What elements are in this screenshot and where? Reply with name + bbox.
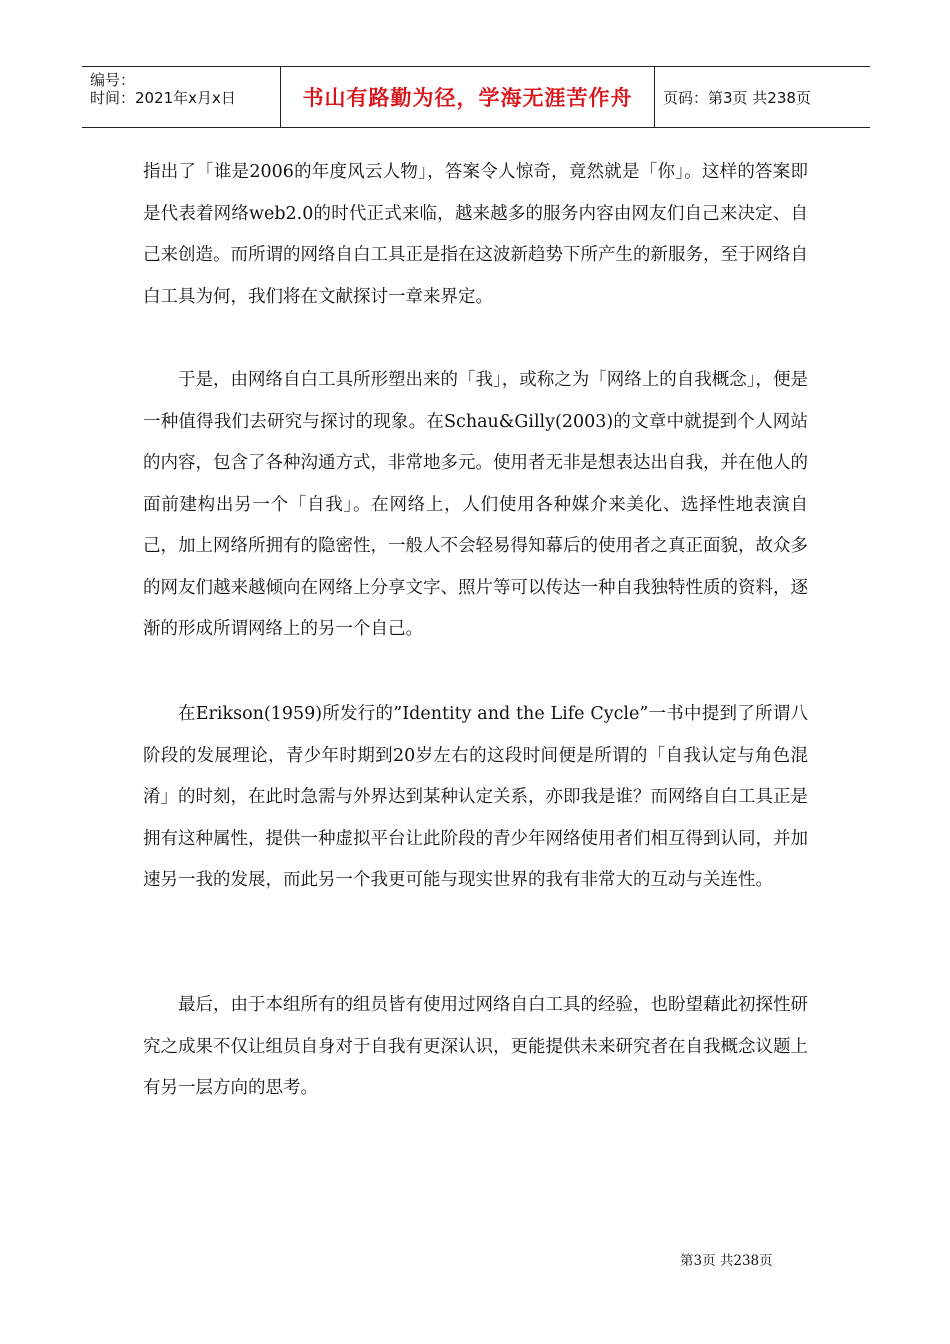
paragraph-text: 于是，由网络自白工具所形塑出来的「我」，或称之为「网络上的自我概念」，便是一种值得我们去研究与探讨的现象。在Schau&Gilly(2003)的文章中就提到个人网站的内容，包含了各种沟通方式，非常地多元。使用者无非是想表达出自我，并在他人的面前建构出另一个「自我」。在网络上，人们使用各种媒介来美化、选择性地表演自己，加上网络所拥有的隐密性，一般人不会轻易得知幕后的使用者之真正面貌，故众多的网友们越来越倾向在网络上分享文字、照片等可以传达一种自我独特性质的资料，逐渐的形成所谓网络上的另一个自己。 <box>143 370 808 639</box>
paragraph-text: 最后，由于本组所有的组员皆有使用过网络自白工具的经验，也盼望藉此初探性研究之成果不仅让组员自身对于自我有更深认识，更能提供未来研究者在自我概念议题上有另一层方向的思考。 <box>143 995 808 1098</box>
header-number-label: 编号： <box>90 71 136 89</box>
header-meta <box>82 67 281 127</box>
body-paragraph-4 <box>143 985 808 1110</box>
header-time: 时间：2021年x月x日 <box>90 89 236 107</box>
paragraph-text: 指出了「谁是2006的年度风云人物」，答案令人惊奇，竟然就是「你」。这样的答案即是代表着网络web2.0的时代正式来临，越来越多的服务内容由网友们自己来决定、自己来创造。而所谓的网络自白工具正是指在这波新趋势下所产生的新服务，至于网络自白工具为何，我们将在文献探讨一章来界定。 <box>143 162 808 307</box>
paragraph-text: 在Erikson(1959)所发行的”Identity and the Life Cycle”一书中提到了所谓八阶段的发展理论，青少年时期到20岁左右的这段时间便是所谓的「自我认定与角色混淆」的时刻，在此时急需与外界达到某种认定关系，亦即我是谁？而网络自白工具正是拥有这种属性，提供一种虚拟平台让此阶段的青少年网络使用者们相互得到认同，并加速另一我的发展，而此另一个我更可能与现实世界的我有非常大的互动与关连性。 <box>143 704 808 890</box>
page-footer: 第3页 共238页 <box>680 1253 773 1269</box>
body-paragraph-2 <box>143 360 808 651</box>
header-page-info: 页码：第3页 共238页 <box>663 88 811 107</box>
body-paragraph-3 <box>143 694 808 902</box>
page-header <box>82 66 870 128</box>
body-paragraph-1 <box>143 152 808 318</box>
header-motto: 书山有路勤为径，学海无涯苦作舟 <box>281 67 655 127</box>
